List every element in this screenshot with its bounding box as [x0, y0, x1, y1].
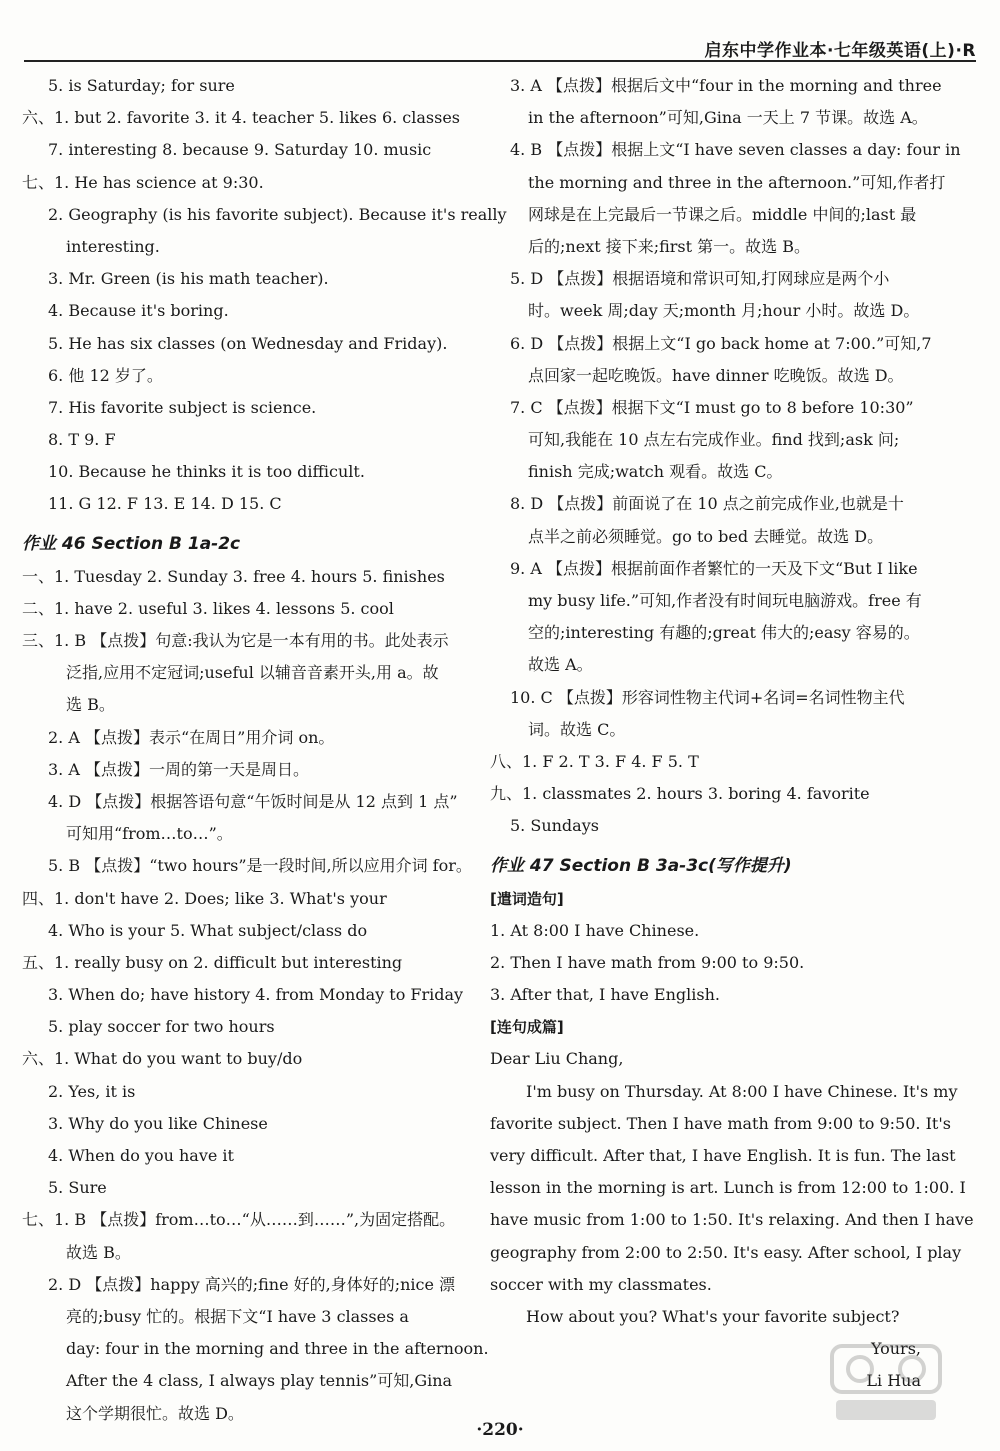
- sentence-line: 2. Then I have math from 9:00 to 9:50.: [490, 952, 805, 972]
- left-column: [22, 70, 507, 1430]
- answer-line: 2. Geography (is his favorite subject). Because it's really: [48, 204, 507, 224]
- answer-line: 九、1. classmates 2. hours 3. boring 4. favorite: [490, 784, 870, 804]
- answer-site-watermark-icon: [826, 1338, 946, 1428]
- answer-line: 7. His favorite subject is science.: [48, 397, 317, 417]
- answer-line: 5. He has six classes (on Wednesday and Friday).: [48, 333, 448, 353]
- book-title: 启东中学作业本·七年级英语(上)·R: [704, 41, 976, 61]
- answer-line: 六、1. What do you want to buy/do: [22, 1049, 303, 1069]
- answer-line: 4. B 【点拨】根据上文“I have seven classes a day: four in: [510, 140, 961, 160]
- letter-line: lesson in the morning is art. Lunch is from 12:00 to 1:00. I: [490, 1178, 966, 1198]
- letter-signature: Li Hua: [866, 1371, 921, 1391]
- letter-line: have music from 1:00 to 1:50. It's relaxing. And then I have: [490, 1210, 974, 1230]
- letter-line: favorite subject. Then I have math from 9:00 to 9:50. It's: [490, 1113, 951, 1133]
- answer-line: After the 4 class, I always play tennis”可知,Gina: [66, 1371, 453, 1391]
- answer-line: 故选 B。: [66, 1242, 131, 1262]
- answer-line: 这个学期很忙。故选 D。: [66, 1403, 244, 1423]
- page-header: [24, 0, 976, 64]
- answer-line: 二、1. have 2. useful 3. likes 4. lessons 5. cool: [22, 598, 394, 618]
- answer-line: 9. A 【点拨】根据前面作者繁忙的一天及下文“But I like: [510, 558, 918, 578]
- answer-line: 时。week 周;day 天;month 月;hour 小时。故选 D。: [528, 301, 920, 321]
- answer-line: 点回家一起吃晚饭。have dinner 吃晚饭。故选 D。: [528, 365, 904, 385]
- letter-line: soccer with my classmates.: [490, 1274, 712, 1294]
- answer-line: 亮的;busy 忙的。根据下文“I have 3 classes a: [66, 1306, 409, 1326]
- answer-line: 3. Mr. Green (is his math teacher).: [48, 269, 329, 289]
- letter-line: very difficult. After that, I have English. It is fun. The last: [490, 1146, 956, 1165]
- right-column: [490, 70, 974, 1398]
- answer-line: my busy life.”可知,作者没有时间玩电脑游戏。free 有: [528, 591, 922, 610]
- answer-line: 点半之前必须睡觉。go to bed 去睡觉。故选 D。: [528, 526, 884, 546]
- answer-line: day: four in the morning and three in the afternoon.: [66, 1339, 489, 1359]
- answer-line: 6. D 【点拨】根据上文“I go back home at 7:00.”可知,7: [510, 333, 932, 353]
- answer-line: 网球是在上完最后一节课之后。middle 中间的;last 最: [528, 204, 917, 224]
- answer-line: 5. play soccer for two hours: [48, 1017, 275, 1037]
- answer-line: interesting.: [66, 236, 160, 256]
- answer-line: the morning and three in the afternoon.”可知,作者打: [528, 172, 946, 192]
- answer-line: 4. When do you have it: [48, 1146, 234, 1165]
- answer-line: 五、1. really busy on 2. difficult but interesting: [22, 952, 403, 972]
- answer-line: 故选 A。: [528, 655, 593, 675]
- page-number: ·220·: [476, 1420, 524, 1440]
- answer-line: 7. C 【点拨】根据下文“I must go to 8 before 10:30”: [510, 397, 914, 417]
- answer-line: 七、1. He has science at 9:30.: [22, 172, 264, 192]
- section-heading: 作业 46 Section B 1a-2c: [22, 533, 241, 554]
- subsection-label: [连句成篇]: [490, 1018, 564, 1037]
- answer-line: 4. D 【点拨】根据答语句意“午饭时间是从 12 点到 1 点”: [48, 791, 458, 811]
- answer-line: 7. interesting 8. because 9. Saturday 10. music: [48, 140, 432, 160]
- subsection-label: [遣词造句]: [490, 889, 564, 908]
- answer-line: 后的;next 接下来;first 第一。故选 B。: [528, 236, 810, 256]
- answer-line: 6. 他 12 岁了。: [48, 365, 163, 385]
- answer-line: finish 完成;watch 观看。故选 C。: [528, 462, 783, 482]
- answer-line: 4. Who is your 5. What subject/class do: [48, 920, 368, 940]
- answer-line: 11. G 12. F 13. E 14. D 15. C: [48, 494, 282, 514]
- answer-line: 八、1. F 2. T 3. F 4. F 5. T: [490, 751, 699, 771]
- answer-line: 六、1. but 2. favorite 3. it 4. teacher 5. likes 6. classes: [22, 108, 461, 128]
- answer-line: 泛指,应用不定冠词;useful 以辅音音素开头,用 a。故: [66, 663, 439, 683]
- letter-line: I'm busy on Thursday. At 8:00 I have Chinese. It's my: [526, 1081, 958, 1101]
- sentence-line: 3. After that, I have English.: [490, 985, 720, 1005]
- answer-line: 3. Why do you like Chinese: [48, 1113, 268, 1133]
- letter-line: geography from 2:00 to 2:50. It's easy. After school, I play: [490, 1242, 962, 1262]
- section-heading: 作业 47 Section B 3a-3c(写作提升): [490, 855, 792, 876]
- answer-line: 三、1. B 【点拨】句意:我认为它是一本有用的书。此处表示: [22, 631, 449, 650]
- answer-line: 3. A 【点拨】根据后文中“four in the morning and three: [510, 76, 942, 95]
- answer-line: 2. D 【点拨】happy 高兴的;fine 好的,身体好的;nice 漂: [48, 1274, 456, 1294]
- answer-line: in the afternoon”可知,Gina 一天上 7 节课。故选 A。: [528, 108, 928, 128]
- answer-line: 选 B。: [66, 695, 115, 715]
- answer-line: 四、1. don't have 2. Does; like 3. What's your: [22, 888, 387, 908]
- letter-line: How about you? What's your favorite subject?: [526, 1306, 900, 1326]
- answer-line: 5. D 【点拨】根据语境和常识可知,打网球应是两个小: [510, 269, 890, 289]
- answer-line: 4. Because it's boring.: [48, 301, 229, 321]
- answer-line: 8. D 【点拨】前面说了在 10 点之前完成作业,也就是十: [510, 494, 904, 514]
- answer-line: 10. Because he thinks it is too difficult.: [48, 462, 365, 482]
- answer-line: 2. A 【点拨】表示“在周日”用介词 on。: [48, 727, 335, 747]
- answer-line: 3. A 【点拨】一周的第一天是周日。: [48, 759, 309, 779]
- answer-line: 可知,我能在 10 点左右完成作业。find 找到;ask 问;: [528, 430, 900, 450]
- answer-line: 可知用“from…to…”。: [66, 824, 233, 844]
- answer-line: 2. Yes, it is: [48, 1081, 136, 1101]
- answer-line: 词。故选 C。: [528, 719, 626, 739]
- sentence-line: 1. At 8:00 I have Chinese.: [490, 920, 700, 940]
- letter-closing: Yours,: [870, 1339, 921, 1359]
- answer-line: 一、1. Tuesday 2. Sunday 3. free 4. hours 5. finishes: [22, 566, 445, 586]
- header-divider: [24, 60, 976, 62]
- answer-line: 8. T 9. F: [48, 430, 116, 450]
- answer-line: 空的;interesting 有趣的;great 伟大的;easy 容易的。: [528, 623, 920, 643]
- answer-line: 10. C 【点拨】形容词性物主代词+名词=名词性物主代: [510, 687, 905, 707]
- answer-line: 七、1. B 【点拨】from…to…“从……到……”,为固定搭配。: [22, 1210, 456, 1230]
- answer-line: 5. Sundays: [510, 816, 599, 836]
- answer-line: 5. B 【点拨】“two hours”是一段时间,所以应用介词 for。: [48, 856, 472, 876]
- letter-greeting: Dear Liu Chang,: [490, 1049, 624, 1069]
- answer-line: 5. is Saturday; for sure: [48, 76, 235, 95]
- answer-line: 3. When do; have history 4. from Monday to Friday: [48, 985, 464, 1005]
- answer-line: 5. Sure: [48, 1178, 107, 1198]
